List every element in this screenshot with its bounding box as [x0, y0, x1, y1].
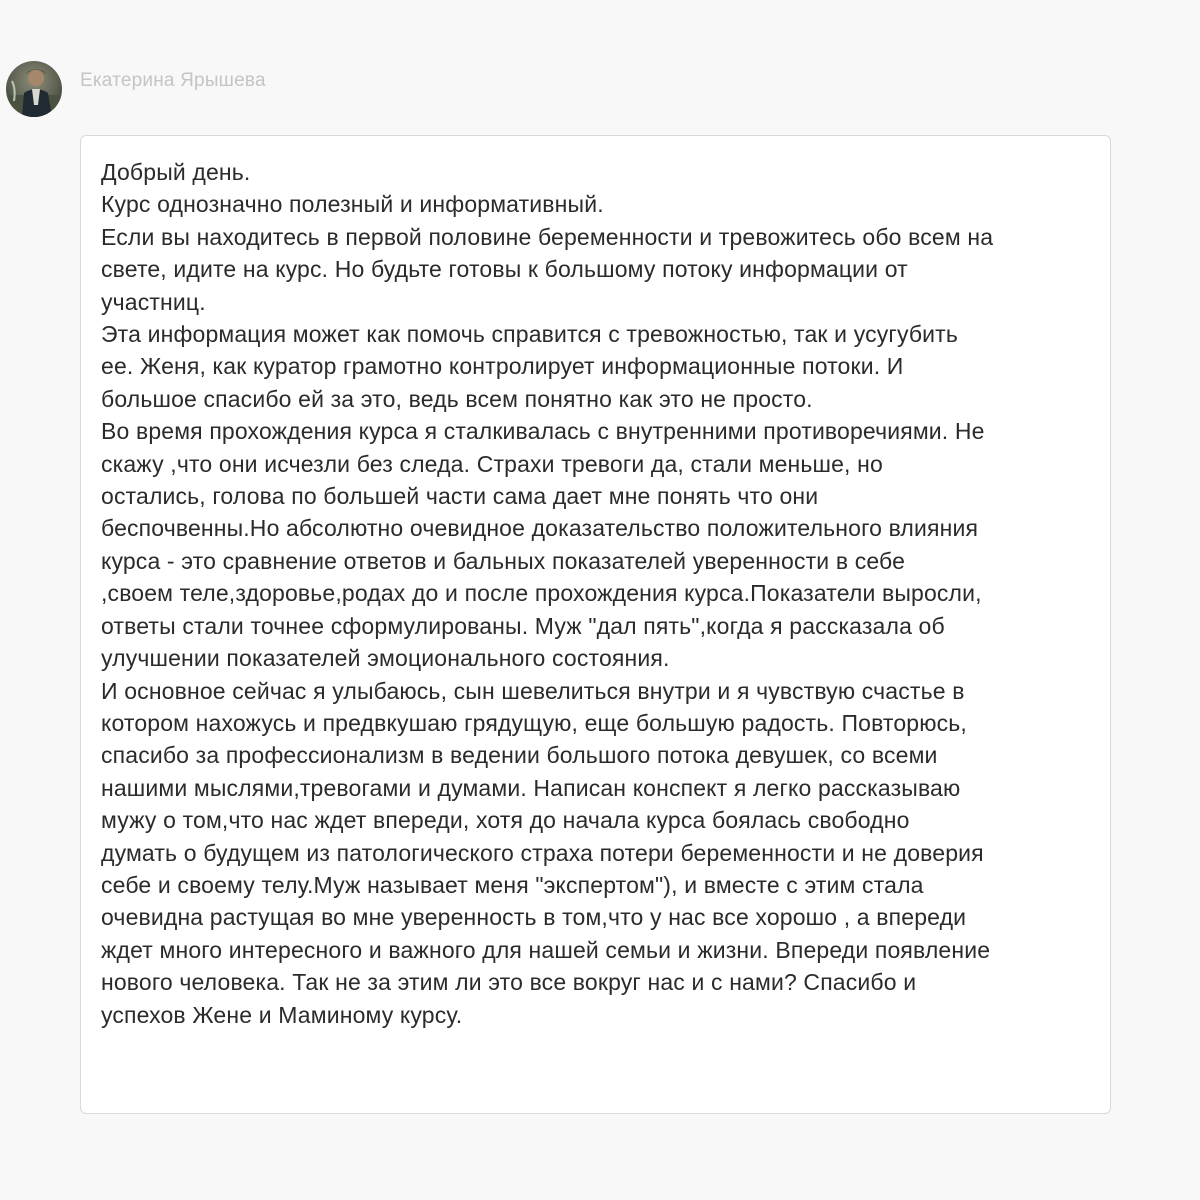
review-text-line: улучшении показателей эмоционального состояния. — [101, 645, 670, 672]
review-text-line: себе и своему телу.Муж называет меня "экспертом"), и вместе с этим стала — [101, 871, 924, 898]
review-text-line: скажу ,что они исчезли без следа. Страхи тревоги да, стали меньше, но — [101, 450, 883, 477]
review-text-line: ответы стали точнее сформулированы. Муж "дал пять",когда я рассказала об — [101, 612, 945, 639]
review-text-line: И основное сейчас я улыбаюсь, сын шевелиться внутри и я чувствую счастье в — [101, 677, 965, 704]
review-text-line: ее. Женя, как куратор грамотно контролирует информационные потоки. И — [101, 353, 904, 380]
review-text — [101, 156, 1101, 1031]
review-text-line: Курс однозначно полезный и информативный. — [101, 191, 604, 218]
review-text-line: успехов Жене и Маминому курсу. — [101, 1001, 463, 1028]
review-text-line: мужу о том,что нас ждет впереди, хотя до начала курса боялась свободно — [101, 807, 910, 834]
review-text-line: ждет много интересного и важного для нашей семьи и жизни. Впереди появление — [101, 936, 991, 963]
review-text-line: большое спасибо ей за это, ведь всем понятно как это не просто. — [101, 385, 813, 412]
review-text-line: думать о будущем из патологического страха потери беременности и не доверия — [101, 839, 984, 866]
review-message-box — [80, 135, 1111, 1114]
review-text-line: участниц. — [101, 288, 206, 315]
review-text-line: нашими мыслями,тревогами и думами. Написан конспект я легко рассказываю — [101, 774, 961, 801]
review-text-line: нового человека. Так не за этим ли это все вокруг нас и с нами? Спасибо и — [101, 969, 917, 996]
review-text-line: Во время прохождения курса я сталкивалась с внутренними противоречиями. Не — [101, 418, 985, 445]
review-text-line: ,своем теле,здоровье,родах до и после прохождения курса.Показатели выросли, — [101, 580, 982, 607]
review-text-line: остались, голова по большей части сама дает мне понять что они — [101, 483, 819, 510]
review-text-line: Если вы находитесь в первой половине беременности и тревожитесь обо всем на — [101, 223, 994, 250]
review-text-line: свете, идите на курс. Но будьте готовы к большому потоку информации от — [101, 256, 908, 283]
review-text-line: котором нахожусь и предвкушаю грядущую, еще большую радость. Повторюсь, — [101, 709, 967, 736]
review-text-line: спасибо за профессионализм в ведении большого потока девушек, со всеми — [101, 742, 938, 769]
review-text-line: Эта информация может как помочь справится с тревожностью, так и усугубить — [101, 321, 958, 348]
avatar[interactable] — [6, 61, 62, 117]
review-author — [6, 60, 266, 118]
review-text-line: беспочвенны.Но абсолютно очевидное доказательство положительного влияния — [101, 515, 979, 542]
author-name[interactable]: Екатерина Ярышева — [80, 70, 266, 91]
review-text-line: очевидна растущая во мне уверенность в том,что у нас все хорошо , а впереди — [101, 904, 967, 931]
user-photo-avatar-icon — [6, 61, 62, 117]
review-text-line: курса - это сравнение ответов и бальных показателей уверенности в себе — [101, 547, 906, 574]
review-text-line: Добрый день. — [101, 159, 251, 185]
